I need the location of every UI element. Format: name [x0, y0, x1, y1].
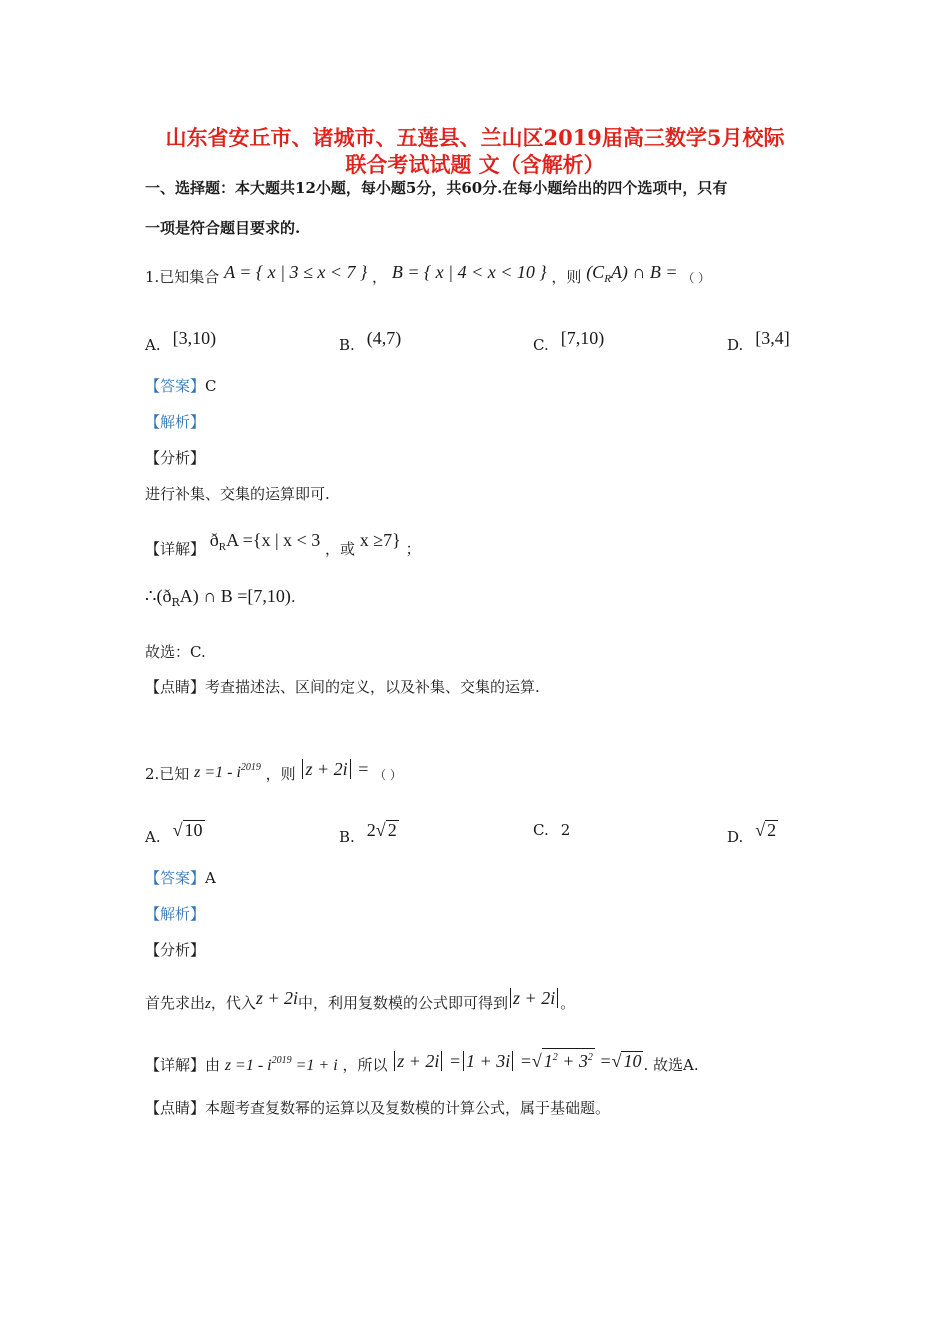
q2-detail-z-main: z =1 - i: [224, 1057, 272, 1074]
q1-option-d: [727, 328, 790, 355]
q1-therefore-sym: ð: [162, 586, 172, 606]
q1-option-a-label: A.: [145, 336, 161, 354]
q2-answer-tag: 【答案】: [145, 869, 206, 887]
q1-option-a: [145, 328, 216, 355]
q2-detail-so: ，所以: [342, 1056, 388, 1074]
q2-fenxi-expr: z + 2i: [255, 988, 299, 1008]
q2-option-b-label: B.: [339, 828, 355, 846]
q1-detail-expr: [209, 530, 321, 553]
q2-detail-abs1: z + 2i: [397, 1051, 440, 1071]
q2-option-d: [727, 820, 778, 847]
q2-stem: [145, 758, 402, 785]
q2-comment: [145, 1098, 610, 1118]
q2-fenxi-abs-expr: z + 2i: [513, 988, 556, 1008]
q2-option-a-label: A.: [145, 828, 161, 846]
q1-detail-or: ，或: [324, 540, 355, 558]
q1-fenxi-tag: 【分析】: [145, 449, 206, 467]
q1-therefore-open: ∴(: [145, 586, 163, 606]
q1-detail-expr2: x ≥7}: [359, 530, 401, 550]
q2-detail-pre: 由: [205, 1056, 221, 1074]
q1-option-c: [533, 328, 604, 355]
q2-analysis-tag: 【解析】: [145, 905, 206, 923]
q2-option-c-value: 2: [560, 821, 571, 839]
q2-abs: [300, 759, 369, 779]
q2-option-a: [145, 820, 205, 847]
q1-expr-c: (C: [586, 262, 605, 282]
q1-detail-sub: R: [218, 541, 227, 553]
q2-option-d-radicand: 2: [767, 820, 777, 840]
q2-option-c: [533, 820, 570, 840]
q2-option-b-value: 2√ 2: [366, 820, 397, 840]
q2-fenxi-mid2: 中，利用复数模的公式即可得到: [298, 994, 509, 1012]
q1-detail-end: ；: [405, 540, 421, 558]
q1-paren: （ ）: [682, 271, 711, 285]
q2-detail-tag: 【详解】: [145, 1056, 206, 1074]
q1-set-a: A = { x | 3 ≤ x < 7 }: [224, 262, 368, 282]
q2-abs-eq: =: [352, 759, 370, 779]
q1-then: ，则: [551, 268, 582, 286]
q2-detail-sqrt1: [542, 1048, 595, 1070]
q2-comment-tag: 【点睛】: [145, 1099, 206, 1117]
q1-comma: ，: [372, 268, 388, 286]
q2-detail-eq2: =: [515, 1051, 532, 1071]
q2-detail-sqrt2-sup: 2: [587, 1052, 593, 1063]
q2-detail-plus: + 3: [557, 1051, 588, 1071]
section-heading-line1: 一、选择题：本大题共12小题，每小题5分，共60分.在每小题给出的四个选项中，只有: [145, 179, 728, 197]
q1-comment-text: 考查描述法、区间的定义，以及补集、交集的运算.: [205, 678, 540, 696]
section-heading-line2: 一项是符合题目要求的.: [145, 219, 301, 237]
q2-detail-abs2: 1 + 3i: [466, 1051, 511, 1071]
q1-option-d-value: [3,4]: [755, 328, 790, 348]
q2-option-b: [339, 820, 399, 847]
q2-detail-sqrt1-base: 1: [543, 1051, 553, 1071]
q2-detail-z-rest: =1 + i: [291, 1057, 338, 1074]
q2-detail-eq1: =: [444, 1051, 462, 1071]
q2-detail-sqrt1-sup: 2: [552, 1052, 558, 1063]
q2-fenxi: [145, 988, 575, 1014]
q1-option-b: [339, 328, 401, 355]
q1-comment-tag: 【点睛】: [145, 678, 206, 696]
q1-option-a-value: [3,10): [172, 328, 217, 348]
q2-detail: [145, 1048, 699, 1076]
q1-detail-tag: 【详解】: [145, 540, 206, 558]
q1-choose: 故选：C.: [145, 643, 206, 661]
q1-expr-rest: A) ∩ B =: [610, 262, 678, 282]
q1-therefore: [145, 586, 296, 613]
q1-detail: [145, 530, 421, 559]
q2-detail-z: [225, 1057, 338, 1074]
q2-option-c-label: C.: [533, 821, 549, 839]
q2-z-sup: 2019: [240, 762, 261, 773]
q1-option-b-label: B.: [339, 336, 355, 354]
q1-answer-value: C: [205, 377, 217, 395]
q2-option-b-radicand: 2: [387, 820, 397, 840]
q1-fenxi-text: 进行补集、交集的运算即可.: [145, 485, 330, 503]
q2-fenxi-abs: [508, 988, 560, 1008]
q2-detail-z-sup: 2019: [271, 1055, 292, 1066]
q2-option-d-value: √ 2: [755, 820, 777, 840]
q2-fenxi-z: z: [205, 996, 211, 1012]
q2-fenxi-pre: 首先求出: [145, 994, 206, 1012]
q1-analysis-tag: 【解析】: [145, 413, 206, 431]
q1-expr-sub: R: [604, 273, 611, 285]
q2-fenxi-mid: ，代入: [210, 994, 256, 1012]
q2-paren: （ ）: [374, 768, 402, 782]
q2-z-expr: [194, 764, 261, 781]
q2-comment-text: 本题考查复数幂的运算以及复数模的计算公式，属于基础题。: [205, 1099, 611, 1117]
q1-therefore-end: .: [290, 588, 296, 606]
q1-set-b: B = { x | 4 < x < 10 }: [391, 262, 547, 282]
q1-answer: [145, 376, 217, 396]
q1-option-d-label: D.: [727, 336, 744, 354]
q1-option-c-label: C.: [533, 336, 549, 354]
q1-option-c-value: [7,10): [560, 328, 605, 348]
q1-comment: [145, 677, 540, 697]
q2-detail-chain: z + 2i = 1 + 3i =√ $1^2 + 3^2$ =√ 10: [392, 1051, 643, 1071]
q1-prefix: 1.已知集合: [145, 268, 220, 286]
q1-option-b-value: (4,7): [366, 328, 402, 348]
q2-fenxi-tag: 【分析】: [145, 941, 206, 959]
q2-z-main: z =1 - i: [194, 764, 241, 781]
q2-abs-expr: z + 2i: [305, 759, 348, 779]
q2-then: ，则: [265, 765, 296, 783]
q1-stem: [145, 262, 710, 289]
q1-therefore-sub: R: [171, 596, 180, 609]
q1-detail-expr1: A ={x | x < 3: [226, 530, 321, 550]
doc-title-line1: 山东省安丘市、诸城市、五莲县、兰山区2019届高三数学5月校际: [165, 125, 785, 150]
q2-option-a-value: √ 10: [172, 820, 203, 840]
q2-option-b-coef: 2: [366, 820, 376, 840]
doc-title-line2: 联合考试试题 文（含解析）: [345, 152, 605, 177]
q2-detail-sqrt2: 10: [623, 1051, 642, 1071]
q2-answer-value: A: [205, 869, 216, 887]
q1-expr: [586, 262, 678, 285]
q2-prefix: 2.已知: [145, 765, 190, 783]
q1-detail-sym: ð: [209, 530, 219, 550]
q2-detail-end: . 故选A.: [643, 1056, 699, 1074]
q1-answer-tag: 【答案】: [145, 377, 206, 395]
q2-option-d-label: D.: [727, 828, 744, 846]
q1-therefore-expr: A) ∩ B =[7,10): [179, 586, 291, 606]
q2-answer: [145, 868, 216, 888]
q2-fenxi-end: 。: [560, 994, 576, 1012]
q2-detail-eq3: =: [594, 1051, 612, 1071]
q2-option-a-radicand: 10: [184, 820, 203, 840]
